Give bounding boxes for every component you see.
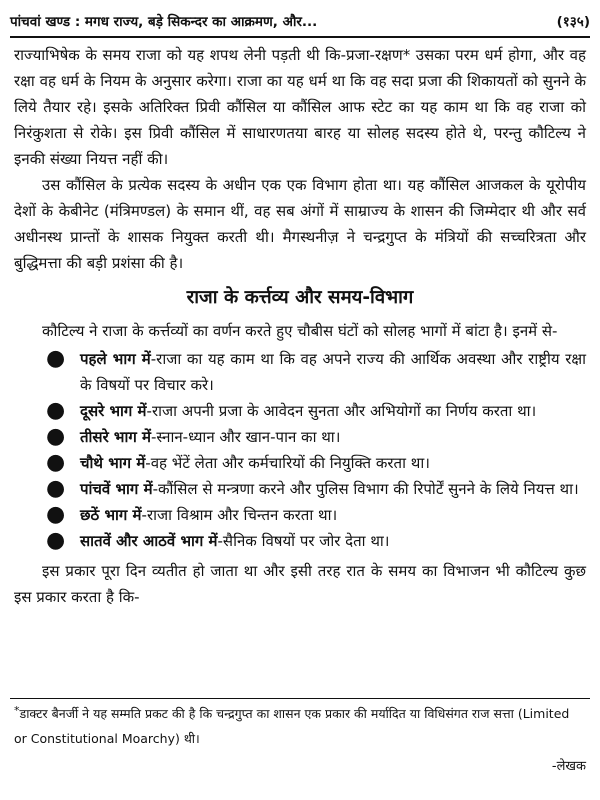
bullet-icon: ● — [46, 450, 66, 475]
bullet-icon: ● — [46, 346, 66, 371]
page-number: (१३५) — [556, 14, 590, 30]
list-item — [14, 346, 586, 398]
main-text — [14, 42, 586, 610]
bullet-icon: ● — [46, 476, 66, 501]
bullet-lead: सातवें और आठवें भाग में — [80, 532, 218, 550]
bullet-text: -कौंसिल से मन्त्रणा करने और पुलिस विभाग की रिपोर्टें सुनने के लिये नियत्त था। — [152, 480, 579, 498]
list-item — [14, 424, 586, 450]
list-item — [14, 398, 586, 424]
bullet-text: -वह भेंटें लेता और कर्मचारियों की नियुक्ति करता था। — [145, 454, 430, 472]
bullet-icon: ● — [46, 398, 66, 423]
section-heading: राजा के कर्त्तव्य और समय-विभाग — [186, 287, 414, 308]
daily-schedule-list — [14, 346, 586, 554]
bullet-icon: ● — [46, 502, 66, 527]
header-rule — [10, 36, 590, 38]
bullet-lead: चौथे भाग में — [80, 454, 146, 472]
paragraph-coronation-oath: राज्याभिषेक के समय राजा को यह शपथ लेनी पड़ती थी कि-प्रजा-रक्षण* उसका परम धर्म होगा, और वह रक्षा वह धर्म के नियम के अनुसार करेगा। राजा का यह धर्म था कि वह सदा प्रजा की शिकायतों को सुनने के लिये तैयार रहे। इसके अतिरिक्त प्रिवी कौंसिल या कौंसिल आफ स्टेट का यह काम था कि वह राजा को निरंकुशता से रोके। इस प्रिवी कौंसिल में साधारणतया बारह या सोलह सदस्य होते थे, परन्तु कौटिल्य ने इनकी संख्या नियत्त नहीं की। — [14, 46, 586, 168]
paragraph-sixteen-parts: कौटिल्य ने राजा के कर्त्तव्यों का वर्णन करते हुए चौबीस घंटों को सोलह भागों में बांटा है। इनमें से- — [42, 322, 558, 340]
footnote — [14, 702, 586, 751]
footnote-text: डाक्टर बैनर्जी ने यह सम्मति प्रकट की है कि चन्द्रगुप्त का शासन एक प्रकार की मर्यादित या विधिसंगत राज सत्ता (Limited or Constitutional Moarchy) थी। — [14, 706, 570, 746]
bullet-lead: पांचवें भाग में — [80, 480, 153, 498]
footnote-marker: * — [14, 704, 20, 717]
bullet-icon: ● — [46, 528, 66, 553]
bullet-text: -राजा का यह काम था कि वह अपने राज्य की आर्थिक अवस्था और राष्ट्रीय रक्षा के विषयों पर विचार करे। — [80, 350, 586, 394]
chapter-title: पांचवां खण्ड : मगध राज्य, बड़े सिकन्दर का आक्रमण, और... — [10, 14, 318, 30]
footnote-signature: -लेखक — [551, 759, 586, 774]
list-item — [14, 476, 586, 502]
running-header — [10, 6, 590, 36]
bullet-text: -स्नान-ध्यान और खान-पान का था। — [151, 428, 341, 446]
footnote-rule — [10, 698, 590, 699]
bullet-text: -राजा विश्राम और चिन्तन करता था। — [141, 506, 338, 524]
list-item — [14, 528, 586, 554]
bullet-lead: पहले भाग में — [80, 350, 151, 368]
paragraph-night-division: इस प्रकार पूरा दिन व्यतीत हो जाता था और इसी तरह रात के समय का विभाजन भी कौटिल्य कुछ इस प्रकार करता है कि- — [14, 562, 586, 606]
bullet-icon: ● — [46, 424, 66, 449]
bullet-text: -सैनिक विषयों पर जोर देता था। — [217, 532, 390, 550]
list-item — [14, 502, 586, 528]
bullet-text: -राजा अपनी प्रजा के आवेदन सुनता और अभियोगों का निर्णय करता था। — [146, 402, 537, 420]
bullet-lead: दूसरे भाग में — [80, 402, 147, 420]
paragraph-council-departments: उस कौंसिल के प्रत्येक सदस्य के अधीन एक एक विभाग होता था। यह कौंसिल आजकल के यूरोपीय देशों के केबीनेट (मंत्रिमण्डल) के समान थीं, वह सब अंगों में साम्राज्य के शासन की जिम्मेदार थी और सर्व अधीनस्थ प्रान्तों के शासक नियुक्त करती थी। मैगस्थनीज़ ने चन्द्रगुप्त के मंत्रियों की सच्चरित्रता और बुद्धिमत्ता की बड़ी प्रशंसा की है। — [14, 176, 586, 272]
bullet-lead: छठें भाग में — [80, 506, 142, 524]
bullet-lead: तीसरे भाग में — [80, 428, 151, 446]
list-item — [14, 450, 586, 476]
